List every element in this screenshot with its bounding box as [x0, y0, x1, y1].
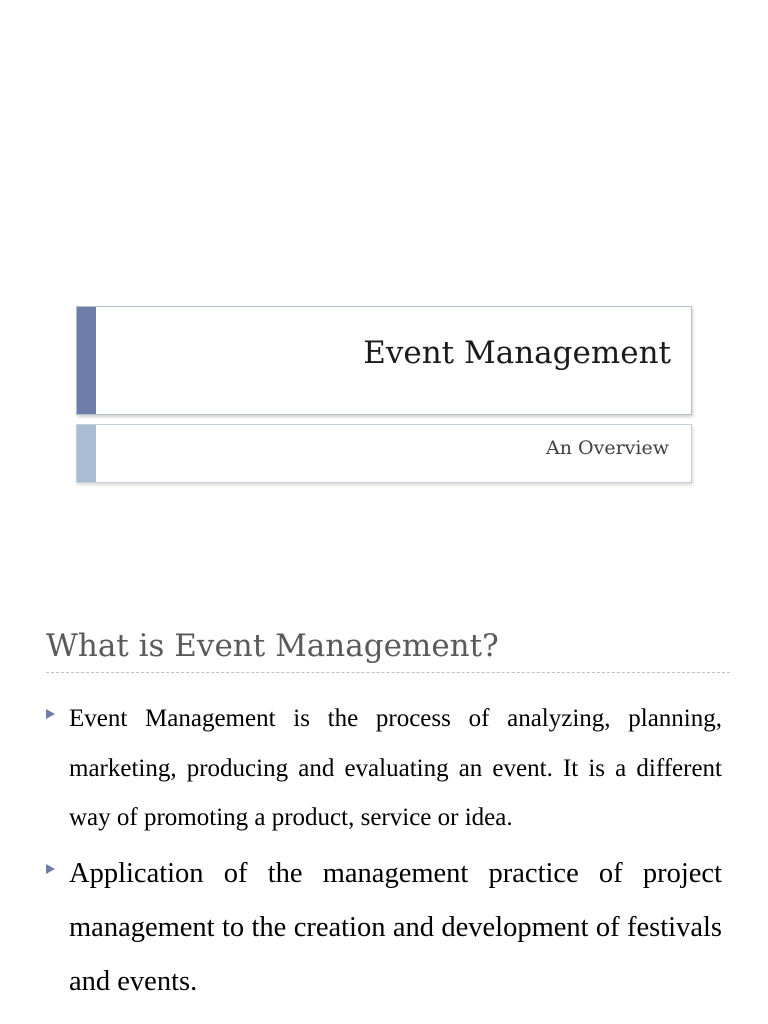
heading-divider: [46, 672, 730, 673]
bullet-text: Event Management is the process of analyzing, planning, marketing, producing and evaluating an event. It is a different way of promoting a product, service or idea.: [69, 705, 722, 831]
bullet-item: [46, 847, 722, 1009]
bullet-item: [46, 694, 722, 843]
triangle-bullet-icon: [46, 709, 55, 719]
bullet-text: Application of the management practice of project management to the creation and development of festivals and events.: [69, 857, 722, 997]
title-box: [76, 306, 692, 415]
slide-title: Event Management: [363, 335, 671, 371]
triangle-bullet-icon: [46, 864, 55, 874]
bullet-list: [46, 700, 722, 1009]
content-heading: What is Event Management?: [46, 628, 499, 664]
subtitle-accent-bar: [77, 425, 96, 482]
title-accent-bar: [77, 307, 96, 414]
subtitle-box: [76, 424, 692, 483]
slide-subtitle: An Overview: [546, 437, 669, 459]
